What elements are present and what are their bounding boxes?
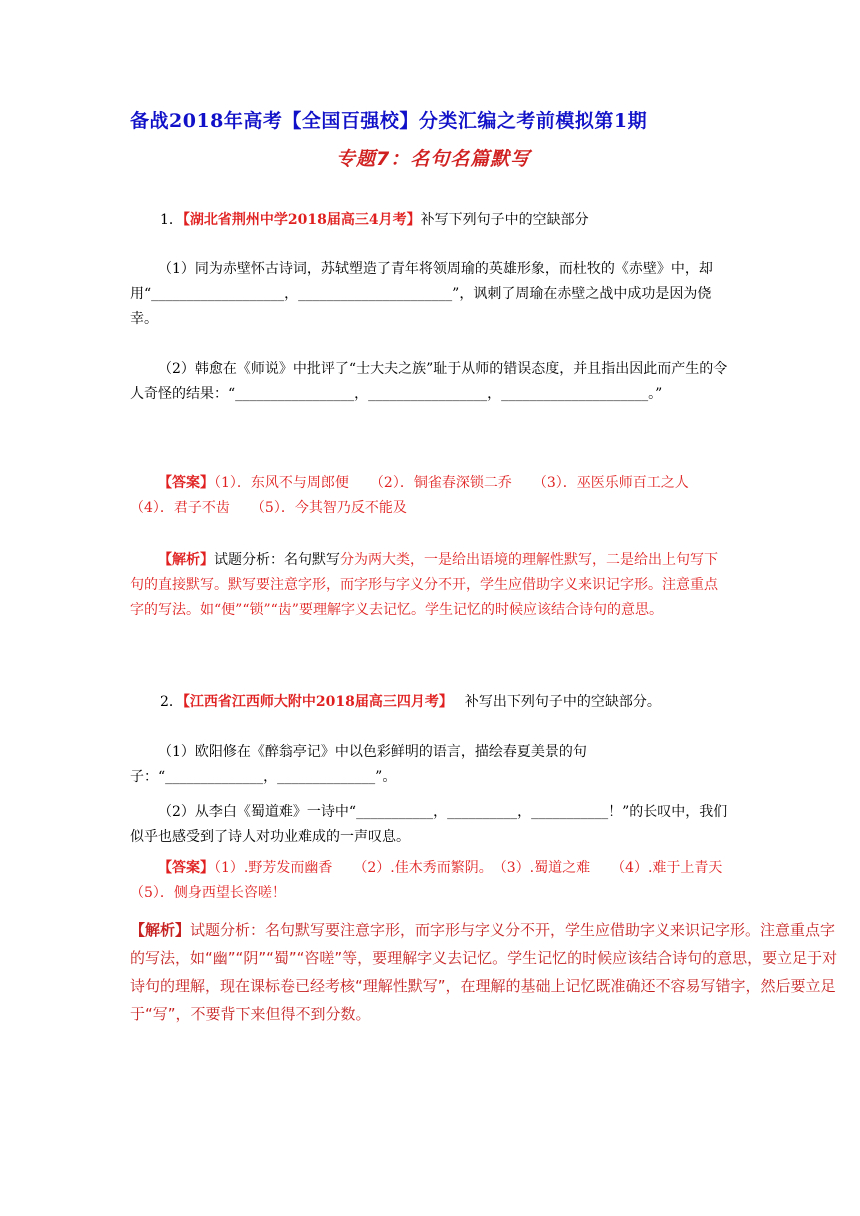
analysis-prefix: 试题分析：名句默写 bbox=[214, 552, 340, 568]
analysis-text: 分为两大类，一是给出语境的理解性默写，二是给出上句写下句的直接默写。默写要注意字形，而字形与字义分不开，学生应借助字义来识记字形。注意重点字的写法。如“便”“锁”“齿”要理解字义去记忆。学生记忆的时候应该结合诗句的意思。 bbox=[130, 552, 718, 618]
question-2-sub2: （2）从李白《蜀道难》一诗中“___________，__________，___________！”的长叹中，我们似乎也感受到了诗人对功业难成的一声叹息。 bbox=[130, 804, 728, 845]
analysis-label: 【解析】 bbox=[158, 552, 214, 568]
question-1-answer bbox=[130, 471, 730, 521]
question-instruction: 补写出下列句子中的空缺部分。 bbox=[464, 694, 661, 710]
question-2-heading bbox=[160, 690, 760, 715]
answer-text: （1）．东风不与周郎便 （2）．铜雀春深锁二乔 （3）．巫医乐师百工之人 （4）．君子不齿 （5）．今其智乃反不能及 bbox=[130, 475, 717, 516]
question-1-heading bbox=[160, 208, 760, 233]
question-1-sub1: （1）同为赤壁怀古诗词，苏轼塑造了青年将领周瑜的英雄形象，而杜牧的《赤壁》中，却用“___________________，______________________”，讽刺了周瑜在赤壁之战中成功是因为侥幸。 bbox=[130, 261, 713, 327]
document-title: 备战2018年高考【全国百强校】分类汇编之考前模拟第1期 bbox=[130, 110, 648, 132]
question-1-analysis bbox=[130, 548, 730, 623]
question-source: 【江西省江西师大附中2018届高三四月考】 bbox=[182, 694, 453, 710]
question-2-analysis bbox=[130, 916, 842, 1028]
question-2-sub1: （1）欧阳修在《醉翁亭记》中以色彩鲜明的语言，描绘春夏美景的句子：“______________，______________”。 bbox=[130, 744, 587, 785]
question-number: 1． bbox=[160, 212, 183, 228]
analysis-text: 试题分析：名句默写要注意字形，而字形与字义分不开，学生应借助字义来识记字形。注意重点字的写法，如“幽”“阴”“蜀”“咨嗟”等，要理解字义去记忆。学生记忆的时候应该结合诗句的意思，要立足于对诗句的理解，现在课标卷已经考核“理解性默写”，在理解的基础上记忆既准确还不容易写错字，然后要立足于“写”，不要背下来但得不到分数。 bbox=[130, 921, 838, 1023]
answer-label: 【答案】 bbox=[158, 860, 214, 876]
answer-label: 【答案】 bbox=[158, 475, 214, 491]
analysis-label: 【解析】 bbox=[130, 921, 191, 939]
question-source: 【湖北省荆州中学2018届高三4月考】 bbox=[182, 212, 421, 228]
question-number: 2． bbox=[160, 694, 183, 710]
answer-text: （1）.野芳发而幽香 （2）.佳木秀而繁阴。 （3）.蜀道之难 （4）.难于上青天 （5）．侧身西望长咨嗟！ bbox=[130, 860, 751, 901]
question-1-sub2: （2）韩愈在《师说》中批评了“士大夫之族”耻于从师的错误态度，并且指出因此而产生的令人奇怪的结果：“_________________，_________________，_____________________。” bbox=[130, 361, 728, 402]
topic-title: 专题7：名句名篇默写 bbox=[336, 148, 531, 170]
question-instruction: 补写下列句子中的空缺部分 bbox=[420, 212, 589, 228]
question-2-answer bbox=[130, 856, 751, 906]
